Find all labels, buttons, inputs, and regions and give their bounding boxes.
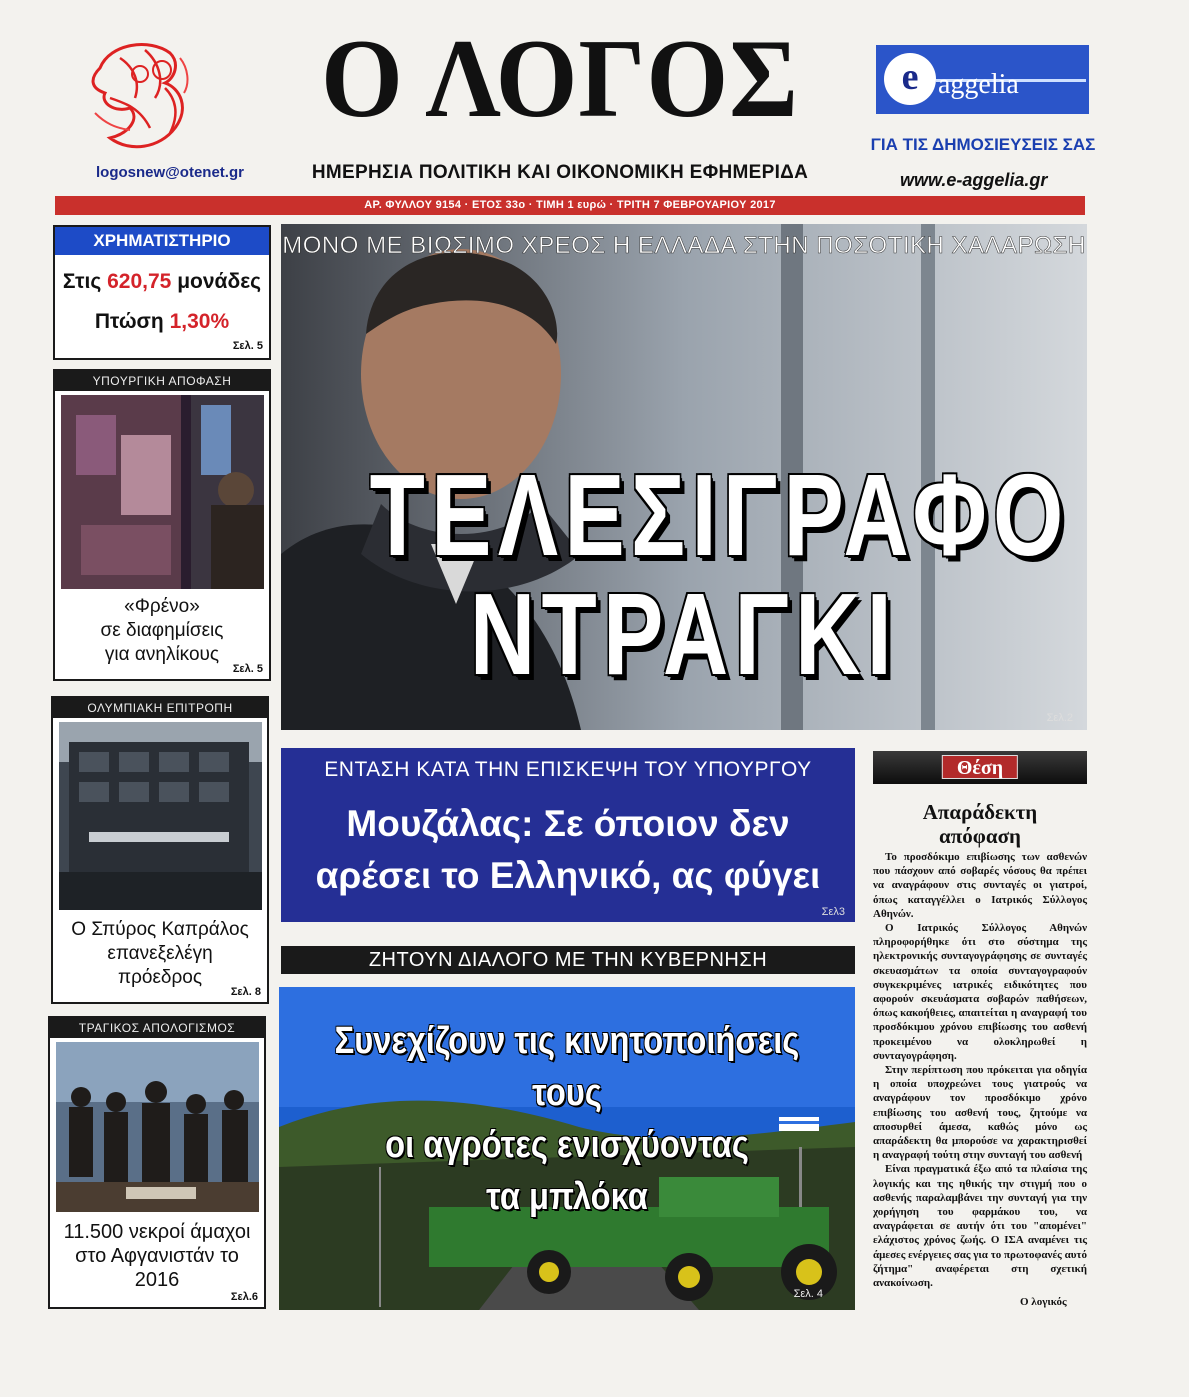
page-ref: Σελ. 8: [230, 986, 261, 998]
mouzalas-story[interactable]: [281, 748, 855, 922]
stock-market-box[interactable]: [53, 225, 271, 360]
issue-info-bar: ΑΡ. ΦΥΛΛΟΥ 9154 · ΕΤΟΣ 33ο · ΤΙΜΗ 1 ευρώ · ΤΡΙΤΗ 7 ΦΕΒΡΟΥΑΡΙΟΥ 2017: [55, 196, 1085, 215]
stock-index-line: Στις 620,75 μονάδες: [62, 270, 262, 293]
contact-email[interactable]: logosnew@otenet.gr: [96, 164, 244, 181]
editorial-title[interactable]: Απαράδεκτη απόφαση: [922, 800, 1038, 848]
side-story-afghanistan[interactable]: [48, 1016, 266, 1309]
farmers-kicker: ΖΗΤΟΥΝ ΔΙΑΛΟΓΟ ΜΕ ΤΗΝ ΚΥΒΕΡΝΗΣΗ: [281, 946, 855, 974]
editorial-paragraph: Το προσδόκιμο επιβίωσης των ασθενών που πάσχουν από σοβαρές νόσους θα πρέπει να αναγράφουν στις συνταγές οι γιατροί, όπως καταγγέλλει ο Ιατρικός Σύλλογος Αθηνών.: [873, 851, 1087, 920]
side-story-headline: Ο Σπύρος Καπράλος επανεξελέγη πρόεδρος: [71, 919, 249, 988]
lead-kicker: ΜΟΝΟ ΜΕ ΒΙΩΣΙΜΟ ΧΡΕΟΣ Η ΕΛΛΑΔΑ ΣΤΗΝ ΠΟΣΟΤΙΚΗ ΧΑΛΑΡΩΣΗ: [282, 232, 1086, 259]
editorial-body: [873, 850, 1087, 1290]
side-story-header: ΟΛΥΜΠΙΑΚΗ ΕΠΙΤΡΟΠΗ: [53, 698, 267, 718]
page-ref: Σελ. 4: [793, 1288, 823, 1300]
stock-header: ΧΡΗΜΑΤΙΣΤΗΡΙΟ: [55, 227, 269, 255]
newspaper-title: Ο ΛΟΓΟΣ: [321, 17, 799, 141]
mouzalas-headline: Μουζάλας: Σε όποιον δεν αρέσει το Ελληνικό, ας φύγει: [315, 803, 821, 896]
side-story-header: ΥΠΟΥΡΓΙΚΗ ΑΠΟΦΑΣΗ: [55, 371, 269, 391]
page-ref: Σελ. 5: [232, 340, 263, 352]
mouzalas-kicker: ΕΝΤΑΣΗ ΚΑΤΑ ΤΗΝ ΕΠΙΣΚΕΨΗ ΤΟΥ ΥΠΟΥΡΓΟΥ: [324, 758, 812, 781]
page-ref: Σελ.2: [1046, 712, 1073, 724]
logo-illustration: [80, 38, 220, 160]
side-story-header: ΤΡΑΓΙΚΟΣ ΑΠΟΛΟΓΙΣΜΟΣ: [50, 1018, 264, 1038]
farmers-story[interactable]: [279, 987, 855, 1310]
lead-story-photo[interactable]: [281, 224, 1087, 730]
ad-logo-word: aggelia: [938, 69, 1019, 100]
ad-tagline: ΓΙΑ ΤΙΣ ΔΗΜΟΣΙΕΥΣΕΙΣ ΣΑΣ: [870, 135, 1096, 154]
page-ref: Σελ3: [821, 906, 845, 918]
editorial-paragraph: Είναι πραγματικά έξω από τα πλαίσια της λογικής και της ηθικής την στιγμή που ο ασθενής παραλαμβάνει την συνταγή για την χορήγηση του φαρμάκου του, να αναγράφεται σε αυτήν ότι του "απομένει" ελάχιστος χρόνος ζωής. Ο ΙΣΑ αναμένει τις άμεσες ενέργειες σας για το πρωτοφανές αυτό ζήτημα" αναφέρεται στη σχετική ανακοίνωση.: [873, 1163, 1087, 1290]
lead-headline-line2: ΝΤΡΑΓΚΙ: [469, 569, 899, 699]
side-story-olympic-committee[interactable]: [51, 696, 269, 1004]
side-story-headline: 11.500 νεκροί άμαχοι στο Αφγανιστάν το 2016: [63, 1221, 251, 1291]
page-ref: Σελ.6: [230, 1291, 258, 1303]
editorial-signature: Ο λογικός: [1020, 1296, 1067, 1308]
editorial-header-bar: [873, 751, 1087, 784]
lead-headline-line1: ΤΕΛΕΣΙΓΡΑΦΟ: [369, 450, 1070, 580]
stock-change-value: 1,30%: [169, 310, 230, 333]
newspaper-subtitle: ΗΜΕΡΗΣΙΑ ΠΟΛΙΤΙΚΗ ΚΑΙ ΟΙΚΟΝΟΜΙΚΗ ΕΦΗΜΕΡΙΔΑ: [311, 162, 809, 183]
ad-logo-letter: e: [884, 53, 936, 105]
stock-index-value: 620,75: [107, 270, 172, 293]
shop-window-photo: [61, 395, 264, 589]
e-aggelia-ad-logo[interactable]: [876, 45, 1089, 114]
editorial-paragraph: Στην περίπτωση που πρόκειται για οδηγία η οποία υποχρεώνει τους γιατρούς να αναγράφουν τον προσδόκιμο χρόνο επιβίωσης του ασθενή τους, ζητούμε να αποσυρθεί άμεσα, καθώς μόνο ως απαράδεκτη θα μπορούσε να χαρακτηρισθεί η αναγραφή τούτη στην συνταγή του ασθενή: [873, 1064, 1087, 1162]
ad-url[interactable]: www.e-aggelia.gr: [900, 170, 1048, 190]
side-story-ads-minors[interactable]: [53, 369, 271, 681]
people-photo: [56, 1042, 259, 1212]
farmers-headline: Συνεχίζουν τις κινητοποιήσεις τους οι αγρότες ενισχύοντας τα μπλόκα: [334, 1020, 800, 1218]
stock-change-line: Πτώση 1,30%: [94, 310, 230, 333]
editorial-tab: Θέση: [942, 755, 1018, 779]
building-photo: [59, 722, 262, 910]
side-story-headline: «Φρένο» σε διαφημίσεις για ανηλίκους: [100, 596, 224, 665]
page-ref: Σελ. 5: [232, 663, 263, 675]
editorial-paragraph: Ο Ιατρικός Σύλλογος Αθηνών πληροφορήθηκε ότι στο σύστημα της ηλεκτρονικής συνταγογράφησης σε συνταγές σκευασμάτων τα οποία συνταγογραφούν συγκεκριμένες ιατρικές ειδικότητες που αφορούν σκευάσματα σοβαρών παθήσεων, όπως κακοήθειες, απαιτείται η αναγραφή του προσδόκιμου χρόνου επιβίωσης του ασθενή προκειμένου να ολοκληρωθεί η συνταγογράφηση.: [873, 922, 1087, 1062]
